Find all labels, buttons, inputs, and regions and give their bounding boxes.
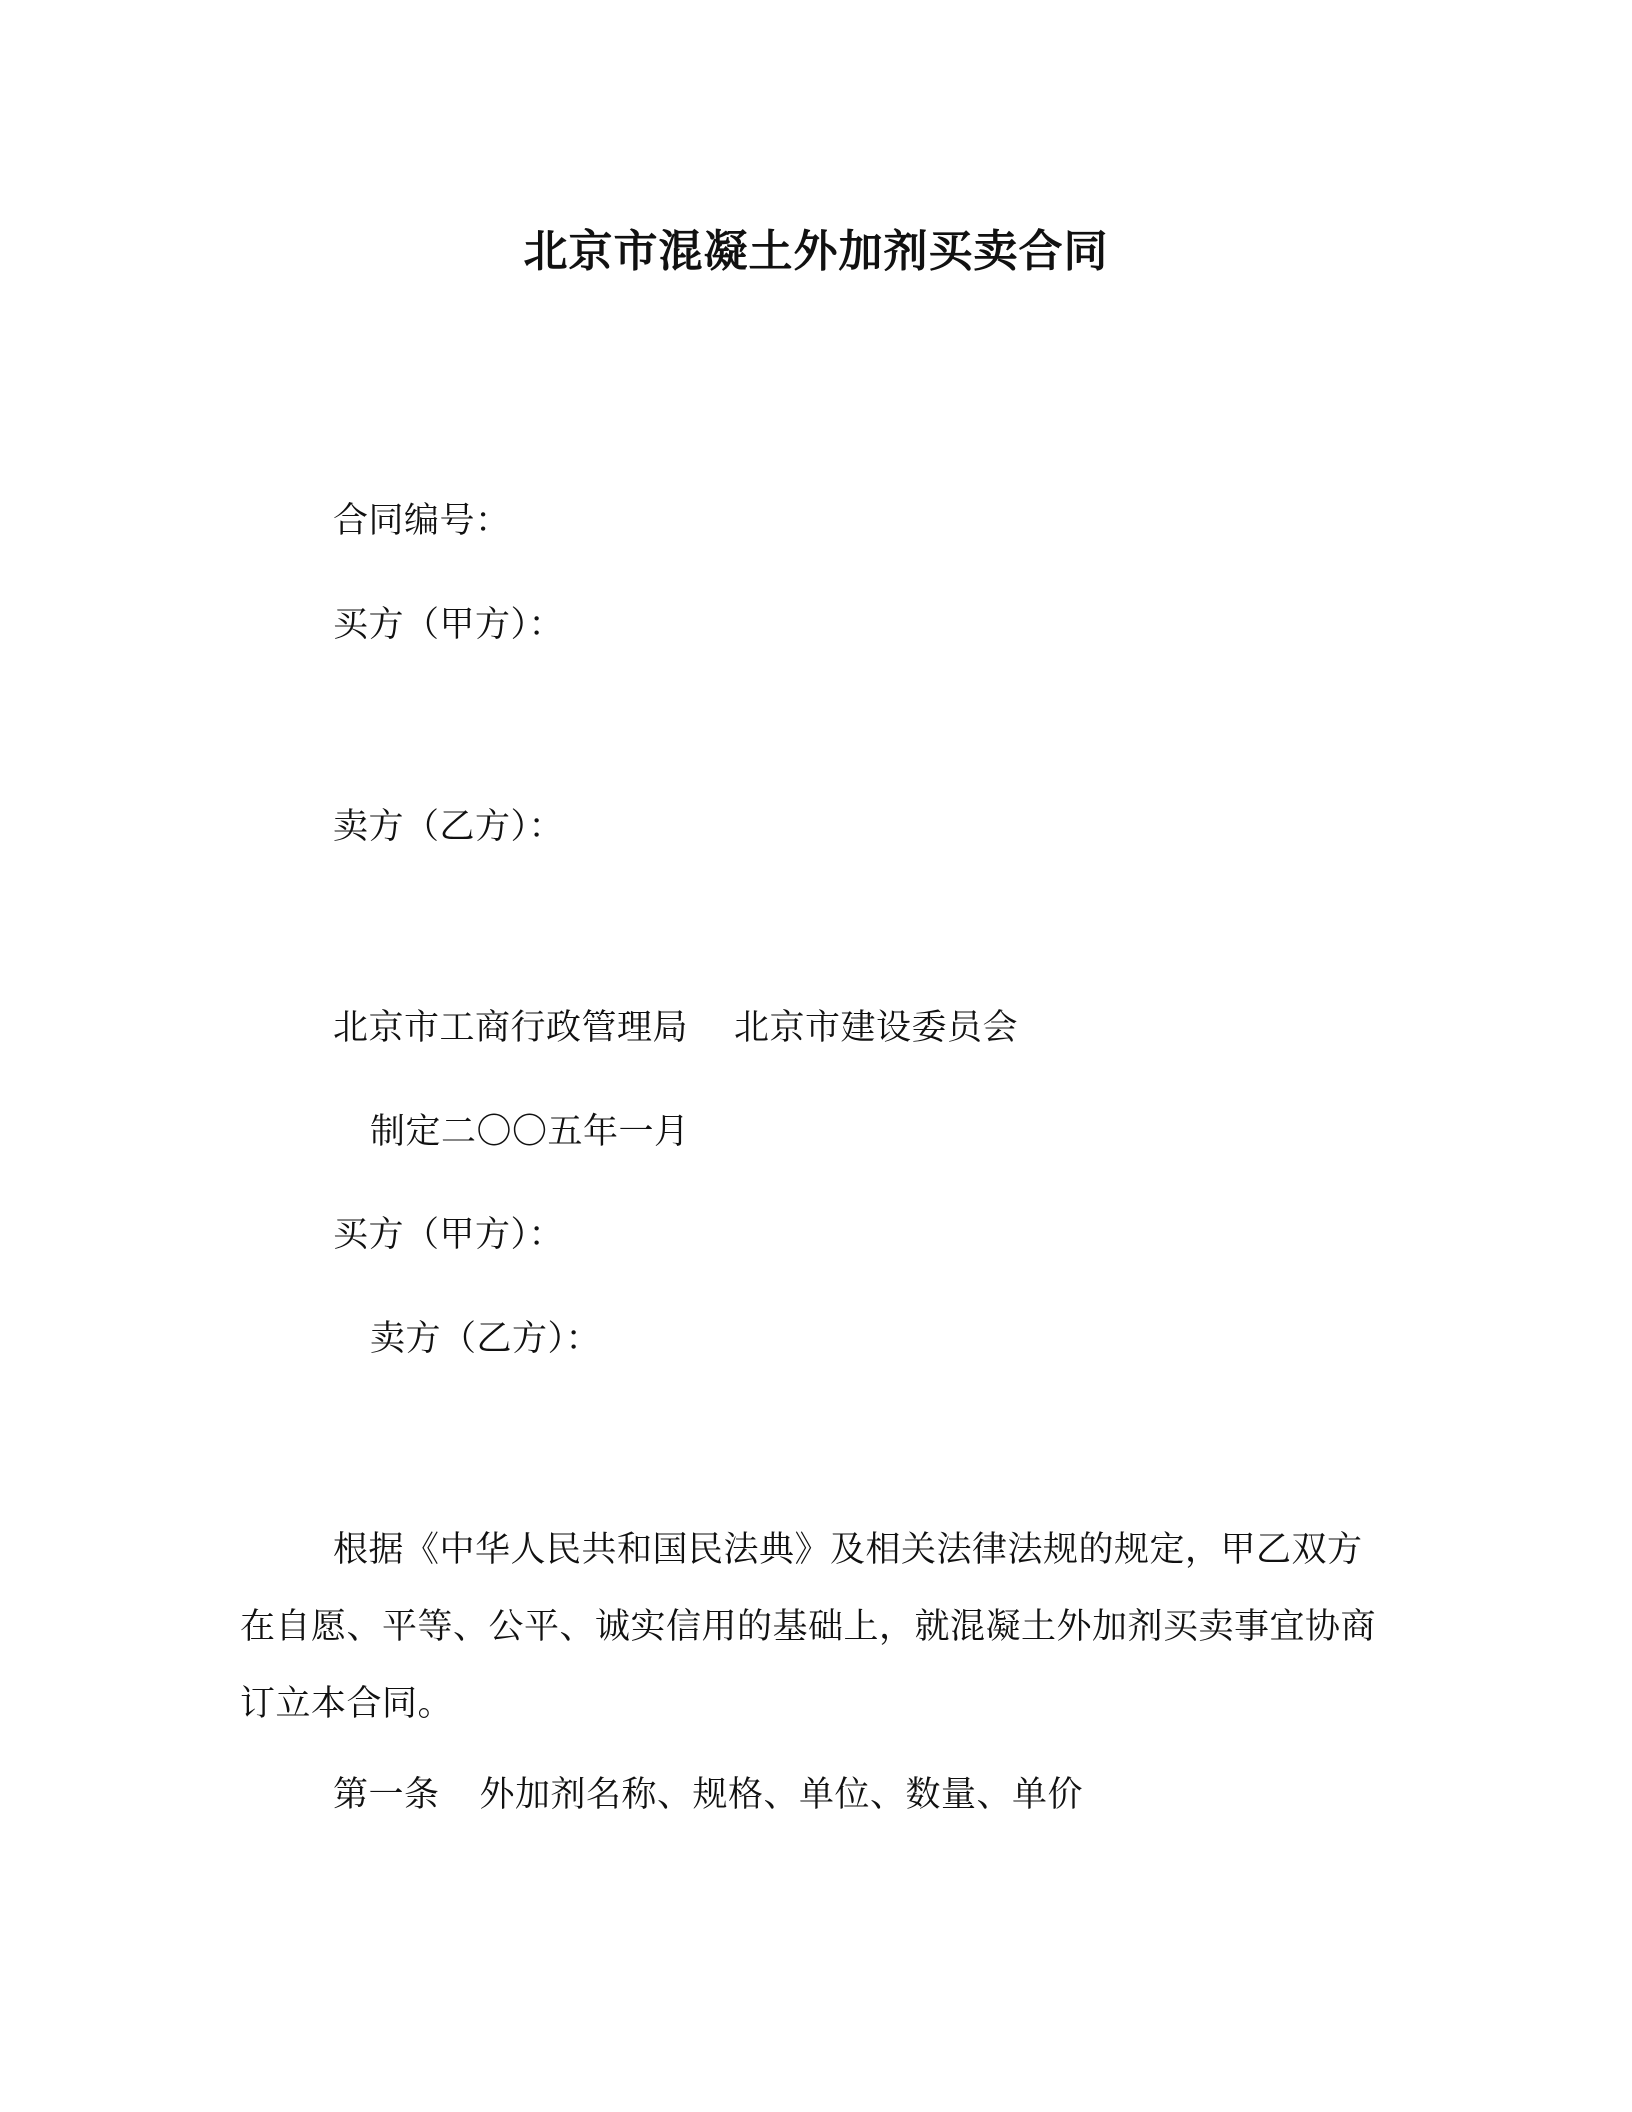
made-date: 制定二〇〇五年一月 (370, 1112, 690, 1152)
issuing-authorities (333, 1003, 1018, 1053)
issuer-industry-commerce-bureau: 北京市工商行政管理局 (333, 1008, 689, 1048)
contract-number-label: 合同编号： (333, 501, 511, 541)
seller-label-repeat: 卖方（乙方）： (370, 1319, 602, 1359)
buyer-label-repeat: 买方（甲方）： (333, 1215, 565, 1255)
document-title: 北京市混凝土外加剂买卖合同 (523, 226, 1109, 277)
article-1-heading (333, 1770, 1083, 1820)
preamble-paragraph: 根据《中华人民共和国民法典》及相关法律法规的规定，甲乙双方在自愿、平等、公平、诚实信用的基础上，就混凝土外加剂买卖事宜协商订立本合同。 (240, 1530, 1377, 1724)
seller-label: 卖方（乙方）： (333, 807, 565, 847)
issuer-construction-commission: 北京市建设委员会 (734, 1008, 1019, 1048)
buyer-label: 买方（甲方）： (333, 605, 565, 645)
article-1-number: 第一条 (333, 1775, 440, 1815)
article-1-title: 外加剂名称、规格、单位、数量、单价 (479, 1775, 1084, 1815)
